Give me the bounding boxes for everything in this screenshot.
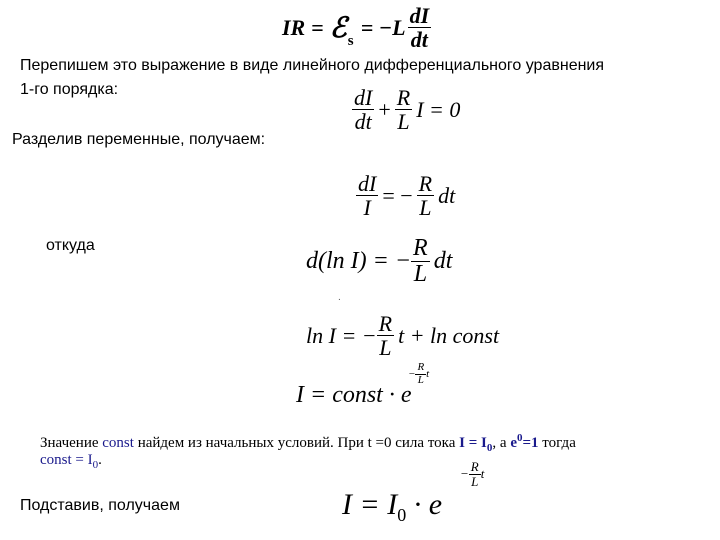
eq-final-exp-sign: − — [460, 466, 469, 482]
note-e-sup: 0 — [516, 432, 523, 444]
eq-sol-exponent — [408, 362, 429, 386]
note-p4: тогда — [538, 435, 576, 451]
note-e-eq: =1 — [522, 435, 539, 451]
equation-solution — [296, 360, 456, 410]
eq-ln-tail: dt — [433, 248, 453, 275]
eq-final-exp-d: L — [469, 474, 481, 489]
note-line-2 — [40, 450, 102, 475]
intro-line-1: Перепишем это выражение в виде линейного дифференциального уравнения — [20, 57, 605, 74]
eq-diff-d1: dt — [352, 109, 374, 133]
eq-int-d: L — [377, 335, 394, 359]
separate-label: Разделив переменные, получаем: — [12, 131, 266, 148]
emf-symbol: ℰ s — [329, 12, 354, 49]
note-line2-end: . — [98, 452, 102, 468]
note-i-eq: I = I — [459, 435, 487, 451]
eq-sep-tail: dt — [438, 182, 456, 208]
eq-ln-n: R — [413, 235, 428, 261]
eq-ln-head: d(ln I) = − — [306, 248, 412, 275]
otkuda-label: откуда — [46, 237, 95, 254]
emf-subscript: s — [347, 32, 354, 49]
eq-sep-n1: dI — [358, 171, 377, 196]
eq-sol-head: I = const · e — [296, 382, 412, 408]
stray-dot: . — [338, 292, 341, 303]
note-const: const — [102, 435, 134, 451]
note-line2-const: const = I — [40, 452, 93, 468]
eq-final-exp-t: t — [480, 466, 485, 482]
eq-int-n: R — [378, 311, 393, 336]
eq-ln-d: L — [411, 261, 430, 287]
note-line2-sub: 0 — [92, 459, 99, 471]
equation-top — [282, 4, 431, 51]
eq-top-eq1: = — [311, 14, 324, 40]
eq-final-sub: 0 — [397, 505, 407, 525]
eq-diff-frac2 — [395, 86, 412, 133]
eq-sol-exp-sign: − — [408, 368, 416, 381]
eq-top-lhs: IR — [282, 14, 306, 40]
eq-sep-frac2 — [417, 172, 434, 219]
eq-final-exp-n: R — [470, 459, 479, 474]
eq-sol-exp-frac — [415, 362, 426, 386]
eq-diff-plus: + — [378, 96, 391, 122]
note-e: e — [510, 435, 517, 451]
eq-sol-exp-n: R — [417, 361, 425, 373]
eq-diff-n1: dI — [354, 85, 373, 110]
note-p3: , а — [492, 435, 511, 451]
note-line-1 — [40, 428, 576, 458]
eq-sol-exp-d: L — [415, 374, 426, 387]
eq-diff-frac1 — [352, 86, 374, 133]
eq-sep-d1: I — [356, 195, 378, 219]
equation-separated — [356, 172, 455, 219]
eq-top-eq2: = −L — [360, 14, 406, 40]
eq-int-tail: t + ln const — [398, 322, 500, 348]
eq-final-main — [342, 488, 442, 526]
eq-sep-n2: R — [418, 171, 433, 196]
eq-diff-n2: R — [396, 85, 411, 110]
eq-ln-frac — [411, 236, 430, 287]
eq-top-num: dI — [409, 3, 430, 28]
eq-sol-exp-t: t — [426, 368, 430, 381]
eq-top-fraction — [408, 4, 432, 51]
eq-top-den: dt — [408, 27, 432, 51]
eq-diff-tail: I = 0 — [416, 96, 461, 122]
final-label: Подставив, получаем — [20, 497, 180, 514]
equation-ln — [306, 236, 452, 287]
eq-final-dot: · e — [406, 488, 443, 521]
equation-integrated — [306, 312, 499, 359]
eq-sep-frac1 — [356, 172, 378, 219]
equation-final — [342, 460, 512, 536]
note-p1: Значение — [40, 435, 103, 451]
eq-int-frac — [377, 312, 394, 359]
eq-final-exponent — [460, 460, 484, 488]
eq-sep-d2: L — [417, 195, 434, 219]
equation-differential — [352, 86, 460, 133]
eq-final-exp-frac — [469, 460, 481, 488]
intro-line-2: 1-го порядка: — [20, 81, 119, 98]
eq-final-head: I = I — [342, 488, 398, 521]
note-p2: найдем из начальных условий. При t =0 сила тока — [133, 435, 460, 451]
note-i-sub: 0 — [486, 442, 493, 454]
eq-diff-d2: L — [395, 109, 412, 133]
eq-int-head: ln I = − — [306, 322, 377, 348]
eq-sep-mid: = − — [382, 182, 413, 208]
